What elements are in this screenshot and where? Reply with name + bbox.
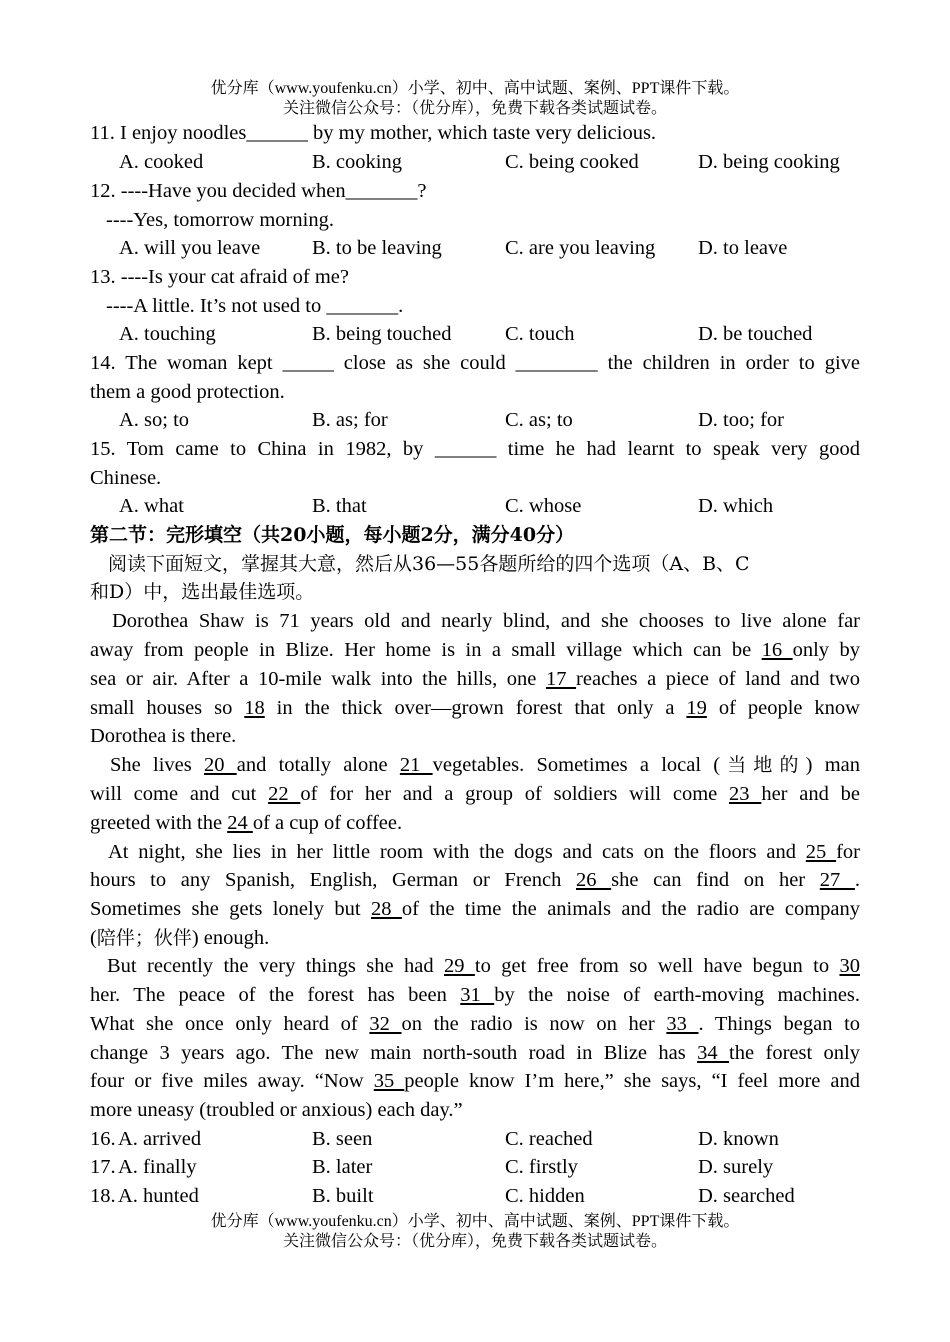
passage-text: to get free from so well have begun to — [474, 955, 840, 977]
q18-option-c: C. hidden — [505, 1185, 585, 1207]
q15-stem-line-1: 15. Tom came to China in 1982, by ______ time he had learnt to speak very good — [90, 438, 860, 460]
passage-p2-line-2 — [90, 780, 860, 809]
footer-line-2: 关注微信公众号：（优分库），免费下载各类试题试卷。 — [282, 1233, 667, 1250]
q15-stem-line-2: Chinese. — [90, 467, 162, 489]
q15-option-a: A. what — [119, 495, 184, 517]
q13-option-b: B. being touched — [312, 323, 452, 345]
q12-option-c: C. are you leaving — [505, 237, 656, 259]
passage-text: . Things began to — [698, 1013, 861, 1035]
cloze-blank-32: 32 — [369, 1013, 402, 1035]
q17-option-a: A. finally — [118, 1156, 197, 1178]
cloze-blank-25: 25 — [805, 841, 837, 863]
q12-option-a: A. will you leave — [119, 237, 261, 259]
passage-text: reaches a piece of land and two — [576, 668, 860, 690]
section-title: 第二节：完形填空（共20小题，每小题2分，满分40分） — [90, 524, 575, 546]
passage-p2-line-1 — [110, 751, 860, 780]
passage-text: will come and cut — [90, 783, 269, 805]
passage-text: she can find on her — [611, 869, 820, 891]
q16-option-c: C. reached — [505, 1128, 593, 1150]
passage-text: small houses so — [90, 697, 245, 719]
q11-option-a: A. cooked — [119, 151, 204, 173]
passage-text: the forest only — [729, 1042, 861, 1064]
q18-number: 18. — [90, 1185, 116, 1207]
q13-option-c: C. touch — [505, 323, 575, 345]
passage-text: four or five miles away. “Now — [90, 1070, 374, 1092]
passage-p4-line-4 — [90, 1039, 860, 1068]
q16-option-a: A. arrived — [118, 1128, 202, 1150]
passage-text: of for her and a group of soldiers will come — [300, 783, 730, 805]
q17-number: 17. — [90, 1156, 116, 1178]
passage-p4-line-5 — [90, 1067, 860, 1096]
cloze-blank-17: 17 — [545, 668, 577, 690]
q14-stem-line-2: them a good protection. — [90, 381, 285, 403]
q15-option-d: D. which — [698, 495, 774, 517]
passage-text: her and be — [761, 783, 861, 805]
q16-option-d: D. known — [698, 1128, 779, 1150]
passage-p4-line-3 — [90, 1010, 860, 1039]
passage-text: ) man — [805, 754, 860, 776]
passage-text: hours to any Spanish, English, German or French — [90, 869, 576, 891]
q14-option-b: B. as; for — [312, 409, 388, 431]
passage-text: and totally alone — [236, 754, 400, 776]
cloze-blank-16: 16 — [761, 639, 793, 661]
passage-text: more uneasy (troubled or anxious) each day.” — [90, 1099, 463, 1121]
passage-text: ) enough. — [191, 927, 270, 949]
cloze-blank-22: 22 — [268, 783, 301, 805]
cloze-blank-26: 26 — [575, 869, 612, 891]
passage-text: for — [836, 841, 860, 863]
q18-option-b: B. built — [312, 1185, 374, 1207]
q11-option-b: B. cooking — [312, 151, 402, 173]
cloze-blank-21: 21 — [399, 754, 433, 776]
cloze-blank-19: 19 — [686, 697, 707, 719]
cloze-blank-23: 23 — [729, 783, 762, 805]
q11-option-d: D. being cooking — [698, 151, 840, 173]
passage-text: Sometimes she gets lonely but — [90, 898, 371, 920]
q14-stem-line-1: 14. The woman kept _____ close as she could ________ the children in order to give — [90, 352, 860, 374]
cloze-blank-28: 28 — [371, 898, 402, 920]
header-line-2: 关注微信公众号：（优分库），免费下载各类试题试卷。 — [282, 100, 667, 117]
cloze-blank-24: 24 — [227, 812, 253, 834]
passage-text: away from people in Blize. Her home is in a small village which can be — [90, 639, 762, 661]
q15-option-b: B. that — [312, 495, 367, 517]
passage-text: by the noise of earth-moving machines. — [494, 984, 861, 1006]
section-instruction-line-1: 阅读下面短文，掌握其大意，然后从36—55各题所给的四个选项（A、B、C — [108, 553, 750, 575]
passage-text: At night, she lies in her little room with the dogs and cats on the floors and — [108, 841, 806, 863]
q12-stem: 12. ----Have you decided when_______? — [90, 180, 427, 202]
q13-option-d: D. be touched — [698, 323, 813, 345]
passage-text: She lives — [110, 754, 204, 776]
passage-text: ( — [90, 927, 97, 949]
passage-p1-line-3 — [90, 665, 860, 694]
cloze-blank-30: 30 — [839, 955, 860, 977]
cloze-blank-29: 29 — [443, 955, 475, 977]
cloze-blank-27: 27 — [819, 869, 855, 891]
cloze-blank-35: 35 — [373, 1070, 405, 1092]
passage-p3-line-4 — [90, 924, 860, 953]
q13-option-a: A. touching — [119, 323, 216, 345]
passage-p4-line-1 — [107, 952, 860, 981]
passage-text: only by — [792, 639, 860, 661]
cloze-blank-18: 18 — [244, 697, 265, 719]
q12-option-b: B. to be leaving — [312, 237, 442, 259]
header-line-1: 优分库（www.youfenku.cn）小学、初中、高中试题、案例、PPT课件下载。 — [210, 80, 740, 97]
q17-option-c: C. firstly — [505, 1156, 578, 1178]
passage-p3-line-3 — [90, 895, 860, 924]
passage-p4-line-6 — [90, 1096, 860, 1125]
q15-option-c: C. whose — [505, 495, 582, 517]
cloze-blank-20: 20 — [203, 754, 237, 776]
q16-number: 16. — [90, 1128, 116, 1150]
chinese-gloss: 当地的 — [720, 754, 806, 776]
passage-p2-line-3 — [90, 809, 860, 838]
q12-reply: ----Yes, tomorrow morning. — [106, 209, 334, 231]
q12-option-d: D. to leave — [698, 237, 788, 259]
q17-option-b: B. later — [312, 1156, 373, 1178]
q11-stem: 11. I enjoy noodles______ by my mother, which taste very delicious. — [90, 122, 657, 144]
cloze-blank-31: 31 — [460, 984, 495, 1006]
cloze-blank-34: 34 — [697, 1042, 730, 1064]
passage-p3-line-1 — [108, 838, 860, 867]
passage-p1-line-5 — [90, 722, 860, 751]
q11-option-c: C. being cooked — [505, 151, 639, 173]
passage-text: sea or air. After a 10-mile walk into the hills, one — [90, 668, 546, 690]
q14-option-a: A. so; to — [119, 409, 190, 431]
passage-text: vegetables. Sometimes a local ( — [432, 754, 721, 776]
passage-text: of a cup of coffee. — [252, 812, 403, 834]
q16-option-b: B. seen — [312, 1128, 373, 1150]
q14-option-d: D. too; for — [698, 409, 784, 431]
passage-text: her. The peace of the forest has been — [90, 984, 461, 1006]
passage-text: What she once only heard of — [90, 1013, 370, 1035]
passage-text: people know I’m here,” she says, “I feel more and — [404, 1070, 861, 1092]
passage-p1-line-2 — [90, 636, 860, 665]
passage-text: Dorothea Shaw is 71 years old and nearly blind, and she chooses to live alone far — [112, 610, 860, 632]
passage-text: in the thick over—grown forest that only a — [264, 697, 687, 719]
q17-option-d: D. surely — [698, 1156, 774, 1178]
passage-text: change 3 years ago. The new main north-south road in Blize has — [90, 1042, 698, 1064]
q13-stem: 13. ----Is your cat afraid of me? — [90, 266, 349, 288]
passage-text: . — [854, 869, 861, 891]
passage-p1-line-4 — [90, 694, 860, 723]
q13-reply: ----A little. It’s not used to _______. — [106, 295, 404, 317]
passage-p1-line-1 — [112, 607, 860, 636]
passage-text: of people know — [706, 697, 860, 719]
passage-p4-line-2 — [90, 981, 860, 1010]
q14-option-c: C. as; to — [505, 409, 573, 431]
passage-text: But recently the very things she had — [107, 955, 444, 977]
cloze-blank-33: 33 — [666, 1013, 699, 1035]
passage-text: Dorothea is there. — [90, 725, 237, 747]
passage-text: greeted with the — [90, 812, 228, 834]
q18-option-a: A. hunted — [118, 1185, 199, 1207]
section-instruction-line-2: 和D）中，选出最佳选项。 — [90, 581, 315, 603]
q18-option-d: D. searched — [698, 1185, 795, 1207]
chinese-gloss: 陪伴；伙伴 — [96, 927, 192, 949]
passage-p3-line-2 — [90, 866, 860, 895]
passage-text: on the radio is now on her — [401, 1013, 667, 1035]
footer-line-1: 优分库（www.youfenku.cn）小学、初中、高中试题、案例、PPT课件下载。 — [210, 1213, 740, 1230]
passage-text: of the time the animals and the radio are company — [401, 898, 860, 920]
